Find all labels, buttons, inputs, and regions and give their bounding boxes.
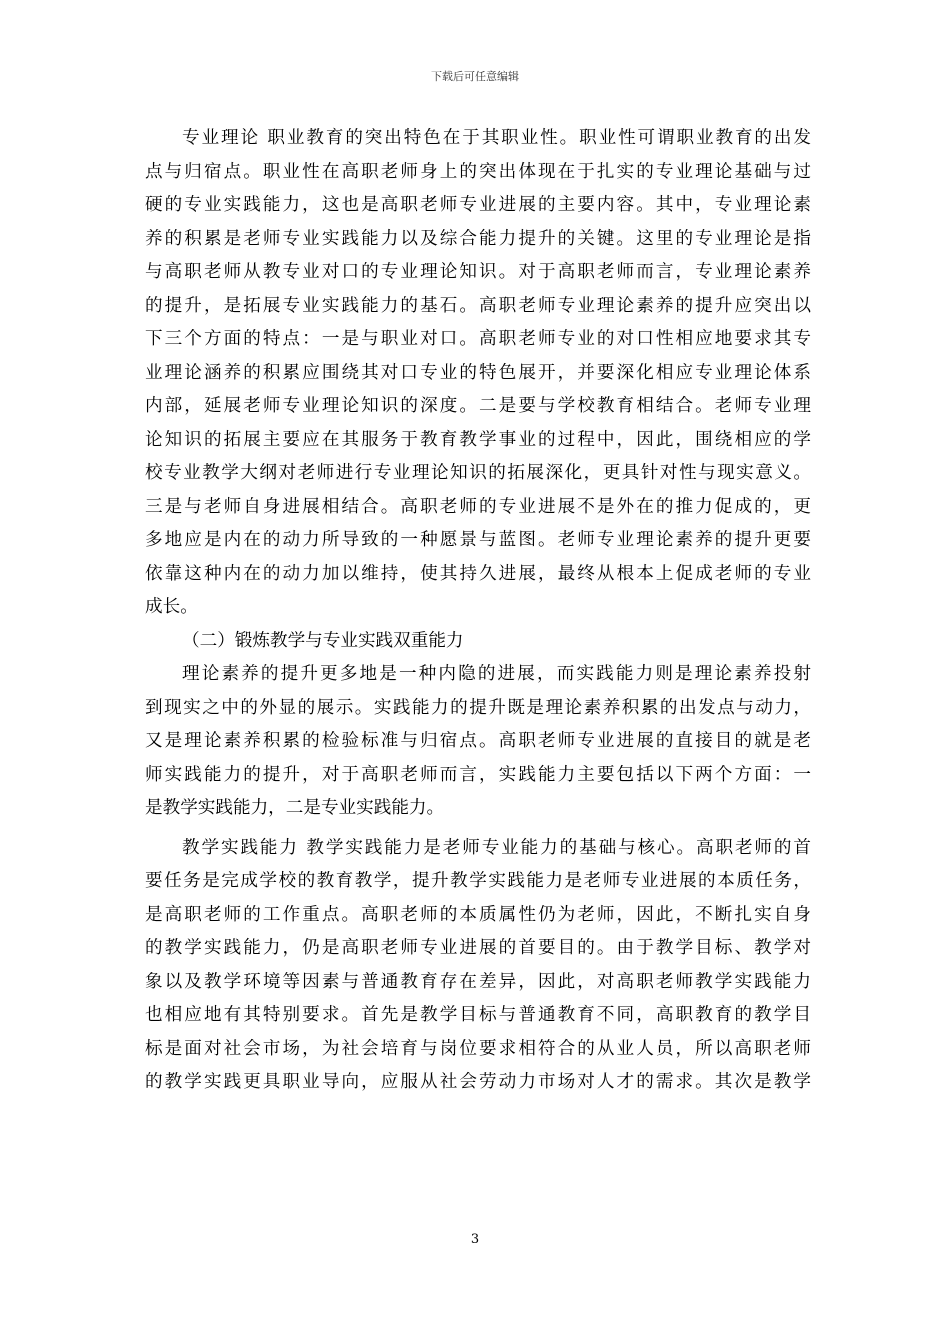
- text-line: 论知识的拓展主要应在其服务于教育教学事业的过程中，因此，围绕相应的学: [145, 429, 811, 450]
- text-line: 师实践能力的提升，对于高职老师而言，实践能力主要包括以下两个方面：一: [145, 764, 811, 785]
- text-line: 理论素养的提升更多地是一种内隐的进展，而实践能力则是理论素养投射: [182, 664, 811, 684]
- text-line: 的教学实践能力，仍是高职老师专业进展的首要目的。由于教学目标、教学对: [145, 938, 811, 958]
- text-line: 是高职老师的工作重点。高职老师的本质属性仍为老师，因此，不断扎实自身: [145, 904, 811, 925]
- text-line: 与高职老师从教专业对口的专业理论知识。对于高职老师而言，专业理论素养: [145, 262, 811, 282]
- text-line: 教学实践能力 教学实践能力是老师专业能力的基础与核心。高职老师的首: [182, 837, 811, 858]
- text-line: 要任务是完成学校的教育教学，提升教学实践能力是老师专业进展的本质任务，: [145, 871, 811, 891]
- text-line: 校专业教学大纲对老师进行专业理论知识的拓展深化，更具针对性与现实意义。: [145, 463, 811, 483]
- text-line: 业理论涵养的积累应围绕其对口专业的特色展开，并要深化相应专业理论体系: [145, 362, 811, 383]
- text-line: 到现实之中的外显的展示。实践能力的提升既是理论素养积累的出发点与动力，: [145, 697, 811, 718]
- page-number: 3: [470, 1232, 480, 1247]
- text-line: 的提升，是拓展专业实践能力的基石。高职老师专业理论素养的提升应突出以: [145, 295, 811, 316]
- text-line: 是教学实践能力，二是专业实践能力。: [145, 798, 445, 818]
- page-header: 下载后可任意编辑: [431, 70, 519, 83]
- text-line: 也相应地有其特别要求。首先是教学目标与普通教育不同，高职教育的教学目: [145, 1005, 811, 1025]
- section-heading: （二）锻炼教学与专业实践双重能力: [182, 630, 464, 651]
- text-line: 专业理论 职业教育的突出特色在于其职业性。职业性可谓职业教育的出发: [182, 128, 811, 148]
- text-line: 养的积累是老师专业实践能力以及综合能力提升的关键。这里的专业理论是指: [145, 228, 811, 249]
- text-line: 又是理论素养积累的检验标准与归宿点。高职老师专业进展的直接目的就是老: [145, 731, 811, 751]
- text-line: 的教学实践更具职业导向，应服从社会劳动力市场对人才的需求。其次是教学: [145, 1072, 811, 1092]
- text-line: 硬的专业实践能力，这也是高职老师专业进展的主要内容。其中，专业理论素: [145, 195, 811, 215]
- document-body: [145, 122, 811, 1100]
- text-line: 象以及教学环境等因素与普通教育存在差异，因此，对高职老师教学实践能力: [145, 971, 811, 992]
- text-line: 下三个方面的特点：一是与职业对口。高职老师专业的对口性相应地要求其专: [145, 329, 811, 349]
- paragraph: [145, 658, 811, 826]
- paragraph: [145, 832, 811, 1100]
- paragraph: [145, 122, 811, 625]
- text-line: 点与归宿点。职业性在高职老师身上的突出体现在于扎实的专业理论基础与过: [145, 161, 811, 182]
- text-line: 三是与老师自身进展相结合。高职老师的专业进展不是外在的推力促成的，更: [145, 496, 811, 517]
- text-line: 标是面对社会市场，为社会培育与岗位要求相符合的从业人员，所以高职老师: [145, 1038, 811, 1059]
- text-line: 成长。: [145, 597, 198, 617]
- text-line: 内部，延展老师专业理论知识的深度。二是要与学校教育相结合。老师专业理: [145, 396, 811, 416]
- text-line: 多地应是内在的动力所导致的一种愿景与蓝图。老师专业理论素养的提升更要: [145, 530, 811, 550]
- text-line: 依靠这种内在的动力加以维持，使其持久进展，最终从根本上促成老师的专业: [145, 563, 811, 584]
